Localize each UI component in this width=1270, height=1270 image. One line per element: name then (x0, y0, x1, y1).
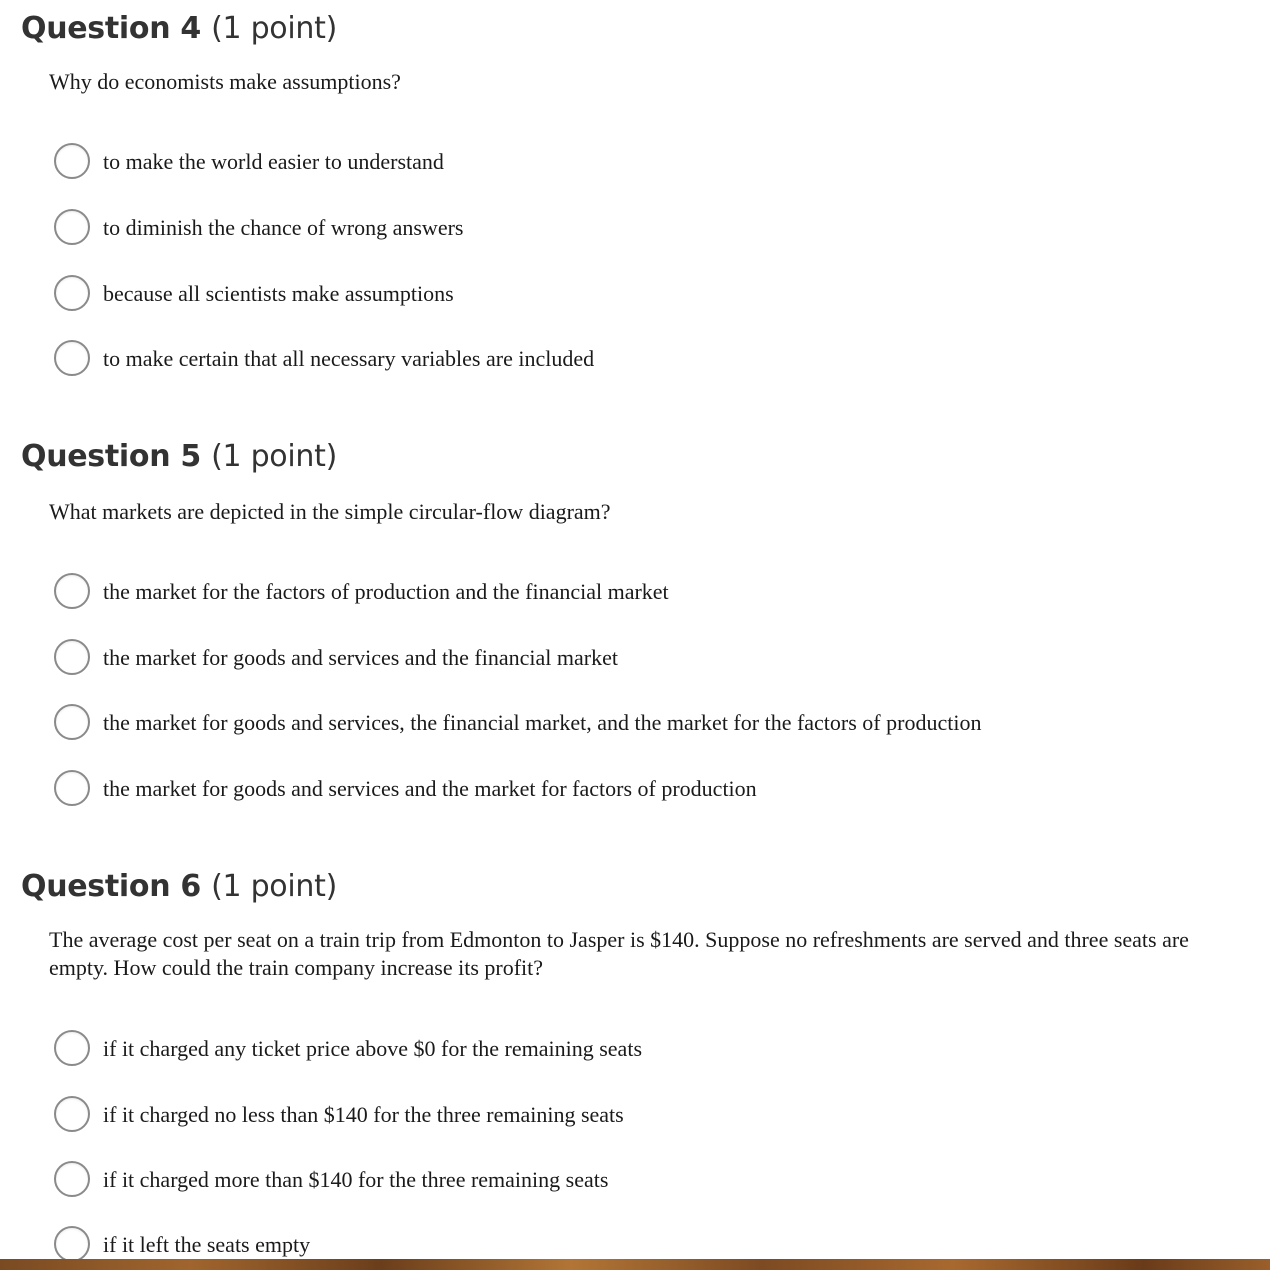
option-label: the market for the factors of production and the financial market (103, 579, 669, 604)
question-title (21, 870, 337, 904)
radio-button[interactable] (54, 143, 90, 179)
option-label: because all scientists make assumptions (103, 281, 454, 306)
option-label: the market for goods and services and the market for factors of production (103, 776, 757, 801)
question-title (21, 440, 337, 474)
desktop-background-strip (0, 1259, 1270, 1270)
question-points: (1 point) (211, 439, 337, 474)
radio-button[interactable] (54, 704, 90, 740)
option-label: if it charged more than $140 for the three remaining seats (103, 1167, 609, 1192)
question-number: Question 5 (21, 439, 201, 474)
option-label: to make the world easier to understand (103, 149, 444, 174)
radio-button[interactable] (54, 1030, 90, 1066)
radio-button[interactable] (54, 1161, 90, 1197)
option-label: to make certain that all necessary variables are included (103, 346, 595, 371)
radio-button[interactable] (54, 639, 90, 675)
option-label: the market for goods and services and the financial market (103, 645, 618, 670)
radio-button[interactable] (54, 1096, 90, 1132)
option-label: if it left the seats empty (103, 1232, 311, 1257)
radio-button[interactable] (54, 340, 90, 376)
question-text: What markets are depicted in the simple circular-flow diagram? (49, 499, 611, 524)
option-label: to diminish the chance of wrong answers (103, 215, 464, 240)
question-points: (1 point) (211, 869, 337, 904)
radio-button[interactable] (54, 573, 90, 609)
question-text: Why do economists make assumptions? (49, 69, 401, 94)
question-title (21, 12, 337, 46)
question-points: (1 point) (211, 11, 337, 46)
question-text: The average cost per seat on a train trip from Edmonton to Jasper is $140. Suppose no refreshments are served and three seats are empty. How could the train company increase its profit? (49, 927, 1189, 980)
option-label: if it charged no less than $140 for the three remaining seats (103, 1102, 624, 1127)
radio-button[interactable] (54, 275, 90, 311)
option-label: if it charged any ticket price above $0 for the remaining seats (103, 1036, 642, 1061)
question-number: Question 4 (21, 11, 201, 46)
question-number: Question 6 (21, 869, 201, 904)
option-label: the market for goods and services, the financial market, and the market for the factors of production (103, 710, 982, 735)
radio-button[interactable] (54, 209, 90, 245)
radio-button[interactable] (54, 1226, 90, 1262)
radio-button[interactable] (54, 770, 90, 806)
